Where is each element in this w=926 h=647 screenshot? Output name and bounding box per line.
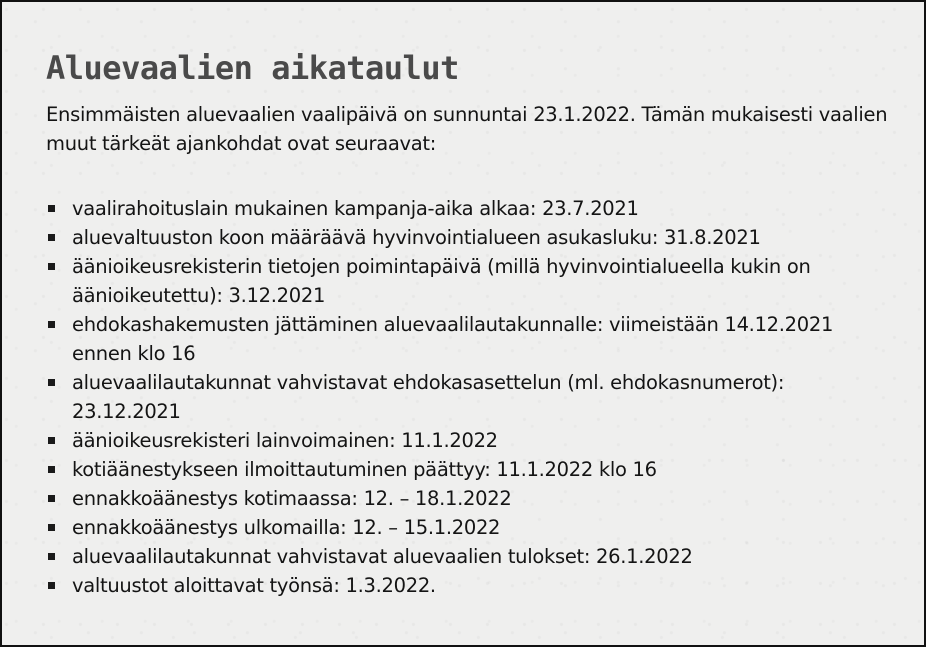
list-item: aluevaalilautakunnat vahvistavat aluevaalien tulokset: 26.1.2022 [46, 542, 886, 571]
intro-paragraph: Ensimmäisten aluevaalien vaalipäivä on sunnuntai 23.1.2022. Tämän mukaisesti vaalien muut tärkeät ajankohdat ovat seuraavat: [46, 103, 888, 155]
list-item: vaalirahoituslain mukainen kampanja-aika alkaa: 23.7.2021 [46, 194, 886, 223]
schedule-list [46, 194, 886, 600]
list-item: ennakkoäänestys kotimaassa: 12. – 18.1.2022 [46, 484, 886, 513]
list-item: aluevaalilautakunnat vahvistavat ehdokasasettelun (ml. ehdokasnumerot): 23.12.2021 [46, 368, 886, 426]
article [46, 46, 896, 597]
list-item: ehdokashakemusten jättäminen aluevaalilautakunnalle: viimeistään 14.12.2021 ennen klo 16 [46, 310, 886, 368]
list-item: valtuustot aloittavat työnsä: 1.3.2022. [46, 571, 886, 600]
list-item: äänioikeusrekisterin tietojen poimintapäivä (millä hyvinvointialueella kukin on äänioikeutettu): 3.12.2021 [46, 252, 886, 310]
list-item: äänioikeusrekisteri lainvoimainen: 11.1.2022 [46, 426, 886, 455]
page-title: Aluevaalien aikataulut [46, 49, 459, 87]
list-item: ennakkoäänestys ulkomailla: 12. – 15.1.2022 [46, 513, 886, 542]
list-item: aluevaltuuston koon määräävä hyvinvointialueen asukasluku: 31.8.2021 [46, 223, 886, 252]
list-item: kotiäänestykseen ilmoittautuminen päättyy: 11.1.2022 klo 16 [46, 455, 886, 484]
